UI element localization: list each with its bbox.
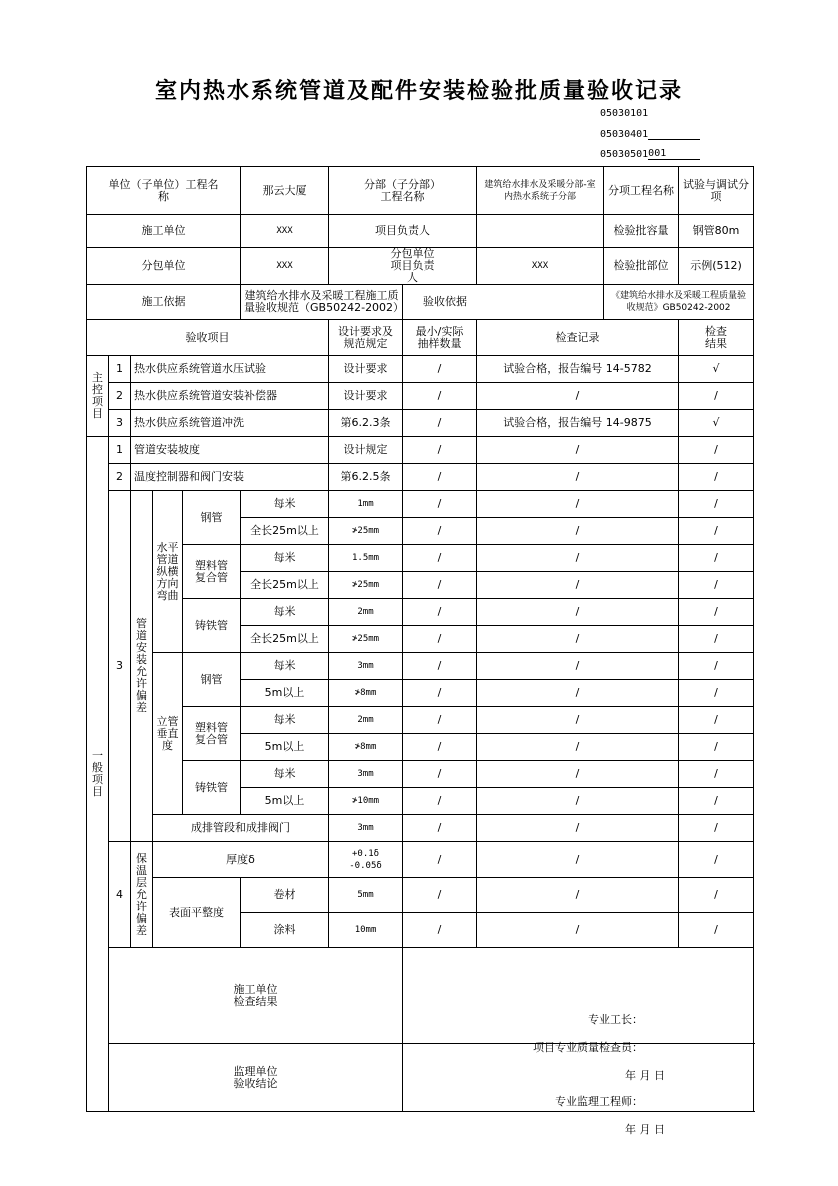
col-record: 检查记录 [477, 320, 679, 356]
division-value: 建筑给水排水及采暖分部-室内热水系统子分部 [477, 167, 604, 215]
g3-val: 3mm [329, 761, 403, 788]
slash: / [679, 913, 754, 948]
g4-thickness-val: +0.1δ -0.05δ [329, 842, 403, 878]
unit-value: 那云大厦 [241, 167, 329, 215]
batch-capacity-label: 检验批容量 [604, 215, 679, 248]
g3-v-per-m: 每米 [241, 707, 329, 734]
slash: / [403, 734, 477, 761]
contractor-check-label: 施工单位检查结果 [109, 948, 403, 1044]
slash: / [477, 788, 679, 815]
g3-val: ≯10mm [329, 788, 403, 815]
g3-h-per-m: 每米 [241, 491, 329, 518]
mc-result: / [679, 383, 754, 410]
gen-design: 设计规定 [329, 437, 403, 464]
main-control-label: 主控项目 [87, 356, 109, 437]
g4-no: 4 [109, 842, 131, 948]
slash: / [679, 653, 754, 680]
code-1: 05030101 [600, 108, 649, 119]
slash: / [403, 707, 477, 734]
slash: / [403, 491, 477, 518]
slash: / [477, 653, 679, 680]
accept-basis-label: 验收依据 [403, 285, 604, 320]
g3-v-plastic: 塑料管复合管 [183, 707, 241, 761]
subitem-label: 分项工程名称 [604, 167, 679, 215]
g3-val: ≯25mm [329, 572, 403, 599]
g3-label: 管道安装允许偏差 [131, 491, 153, 842]
g3-h-per-m: 每米 [241, 599, 329, 626]
g3-h-steel: 钢管 [183, 491, 241, 545]
pm-value [477, 215, 604, 248]
col-result: 检查结果 [679, 320, 754, 356]
mc-name: 热水供应系统管道安装补偿器 [131, 383, 329, 410]
g4-paint-val: 10mm [329, 913, 403, 948]
gen-result: / [679, 437, 754, 464]
g3-h-full25: 全长25m以上 [241, 572, 329, 599]
slash: / [403, 518, 477, 545]
slash: / [403, 815, 477, 842]
date-label: 年 月 日 [625, 1068, 666, 1082]
slash: / [403, 599, 477, 626]
gen-name: 温度控制器和阀门安装 [131, 464, 329, 491]
slash: / [477, 680, 679, 707]
g3-h-full25: 全长25m以上 [241, 518, 329, 545]
g4-thickness: 厚度δ [153, 842, 329, 878]
mc-no: 3 [109, 410, 131, 437]
mc-result: √ [679, 356, 754, 383]
contractor-check-block [403, 948, 754, 1082]
date2-label: 年 月 日 [625, 1122, 666, 1136]
slash: / [679, 680, 754, 707]
slash: / [679, 707, 754, 734]
mc-sample: / [403, 410, 477, 437]
slash: / [477, 572, 679, 599]
contractor-label: 施工单位 [87, 215, 241, 248]
slash: / [477, 842, 679, 878]
code-3: 05030501001 [600, 148, 700, 160]
g3-rank-val: 3mm [329, 815, 403, 842]
mc-name: 热水供应系统管道冲洗 [131, 410, 329, 437]
g3-v-over5: 5m以上 [241, 680, 329, 707]
col-sample: 最小/实际抽样数量 [403, 320, 477, 356]
gen-no: 1 [109, 437, 131, 464]
slash: / [679, 815, 754, 842]
supervisor-label: 监理单位验收结论 [109, 1044, 403, 1112]
g3-v-per-m: 每米 [241, 761, 329, 788]
g4-roll: 卷材 [241, 878, 329, 913]
subitem-value: 试验与调试分项 [679, 167, 754, 215]
g3-rank-name: 成排管段和成排阀门 [153, 815, 329, 842]
gen-sample: / [403, 437, 477, 464]
slash: / [403, 626, 477, 653]
mc-record: / [477, 383, 679, 410]
gen-name: 管道安装坡度 [131, 437, 329, 464]
supervisor-block [403, 1040, 754, 1136]
slash: / [679, 626, 754, 653]
g3-v-per-m: 每米 [241, 653, 329, 680]
gen-sample: / [403, 464, 477, 491]
gen-result: / [679, 464, 754, 491]
sub-pm-label: 分包单位项目负责人 [329, 248, 477, 285]
g3-val: 2mm [329, 599, 403, 626]
slash: / [679, 788, 754, 815]
slash: / [679, 761, 754, 788]
batch-capacity-value: 钢管80m [679, 215, 754, 248]
g3-v-over5: 5m以上 [241, 788, 329, 815]
slash: / [403, 788, 477, 815]
g4-flat: 表面平整度 [153, 878, 241, 948]
slash: / [679, 878, 754, 913]
col-item: 验收项目 [87, 320, 329, 356]
g3-val: ≯25mm [329, 626, 403, 653]
mc-no: 2 [109, 383, 131, 410]
slash: / [679, 599, 754, 626]
mc-design: 设计要求 [329, 356, 403, 383]
slash: / [403, 913, 477, 948]
g3-no: 3 [109, 491, 131, 842]
engineer-label: 专业监理工程师： [555, 1094, 644, 1108]
gen-record: / [477, 464, 679, 491]
code-2: 05030401 [600, 128, 700, 140]
g3-val: 3mm [329, 653, 403, 680]
g3-val: ≯8mm [329, 680, 403, 707]
slash: / [477, 734, 679, 761]
g3-h-iron: 铸铁管 [183, 599, 241, 653]
batch-location-value: 示例(512) [679, 248, 754, 285]
g3-val: ≯25mm [329, 518, 403, 545]
slash: / [679, 572, 754, 599]
slash: / [477, 913, 679, 948]
g4-roll-val: 5mm [329, 878, 403, 913]
g3-val: 2mm [329, 707, 403, 734]
slash: / [477, 518, 679, 545]
g3-val: ≯8mm [329, 734, 403, 761]
slash: / [679, 734, 754, 761]
g3-val: 1.5mm [329, 545, 403, 572]
gen-no: 2 [109, 464, 131, 491]
qc-label: 项目专业质量检查员： [533, 1040, 644, 1054]
division-label: 分部（子分部）工程名称 [329, 167, 477, 215]
accept-basis-value: 《建筑给水排水及采暖工程质量验收规范》GB50242-2002 [604, 285, 754, 320]
mc-name: 热水供应系统管道水压试验 [131, 356, 329, 383]
subcontractor-value: XXX [241, 248, 329, 285]
g3-horiz-label: 水平管道纵横方向弯曲 [153, 491, 183, 653]
slash: / [477, 626, 679, 653]
general-label: 一般项目 [87, 437, 109, 1112]
mc-design: 第6.2.3条 [329, 410, 403, 437]
mc-record: 试验合格，报告编号 14-9875 [477, 410, 679, 437]
slash: / [679, 518, 754, 545]
contractor-value: XXX [241, 215, 329, 248]
g4-label: 保温层允许偏差 [131, 842, 153, 948]
mc-sample: / [403, 383, 477, 410]
slash: / [477, 545, 679, 572]
slash: / [477, 599, 679, 626]
g3-v-iron: 铸铁管 [183, 761, 241, 815]
slash: / [403, 878, 477, 913]
slash: / [403, 572, 477, 599]
basis-value: 建筑给水排水及采暖工程施工质量验收规范（GB50242-2002） [241, 285, 403, 320]
g3-val: 1mm [329, 491, 403, 518]
slash: / [477, 815, 679, 842]
pm-label: 项目负责人 [329, 215, 477, 248]
slash: / [679, 545, 754, 572]
mc-no: 1 [109, 356, 131, 383]
slash: / [403, 842, 477, 878]
batch-location-label: 检验批部位 [604, 248, 679, 285]
g3-v-over5: 5m以上 [241, 734, 329, 761]
slash: / [679, 491, 754, 518]
subcontractor-label: 分包单位 [87, 248, 241, 285]
unit-label: 单位（子单位）工程名称 [87, 167, 241, 215]
g3-v-steel: 钢管 [183, 653, 241, 707]
mc-design: 设计要求 [329, 383, 403, 410]
g4-paint: 涂料 [241, 913, 329, 948]
slash: / [403, 653, 477, 680]
slash: / [477, 491, 679, 518]
g3-h-plastic: 塑料管复合管 [183, 545, 241, 599]
slash: / [477, 878, 679, 913]
col-design: 设计要求及规范规定 [329, 320, 403, 356]
inspection-table [86, 166, 754, 1136]
slash: / [403, 761, 477, 788]
g3-h-per-m: 每米 [241, 545, 329, 572]
slash: / [679, 842, 754, 878]
mc-record: 试验合格，报告编号 14-5782 [477, 356, 679, 383]
slash: / [403, 545, 477, 572]
g3-h-full25: 全长25m以上 [241, 626, 329, 653]
mc-sample: / [403, 356, 477, 383]
mc-result: √ [679, 410, 754, 437]
sub-pm-value: XXX [477, 248, 604, 285]
slash: / [477, 707, 679, 734]
g3-vert-label: 立管垂直度 [153, 653, 183, 815]
gen-design: 第6.2.5条 [329, 464, 403, 491]
slash: / [403, 680, 477, 707]
page-title: 室内热水系统管道及配件安装检验批质量验收记录 [154, 78, 683, 104]
gen-record: / [477, 437, 679, 464]
basis-label: 施工依据 [87, 285, 241, 320]
foreman-label: 专业工长： [588, 1012, 644, 1026]
slash: / [477, 761, 679, 788]
